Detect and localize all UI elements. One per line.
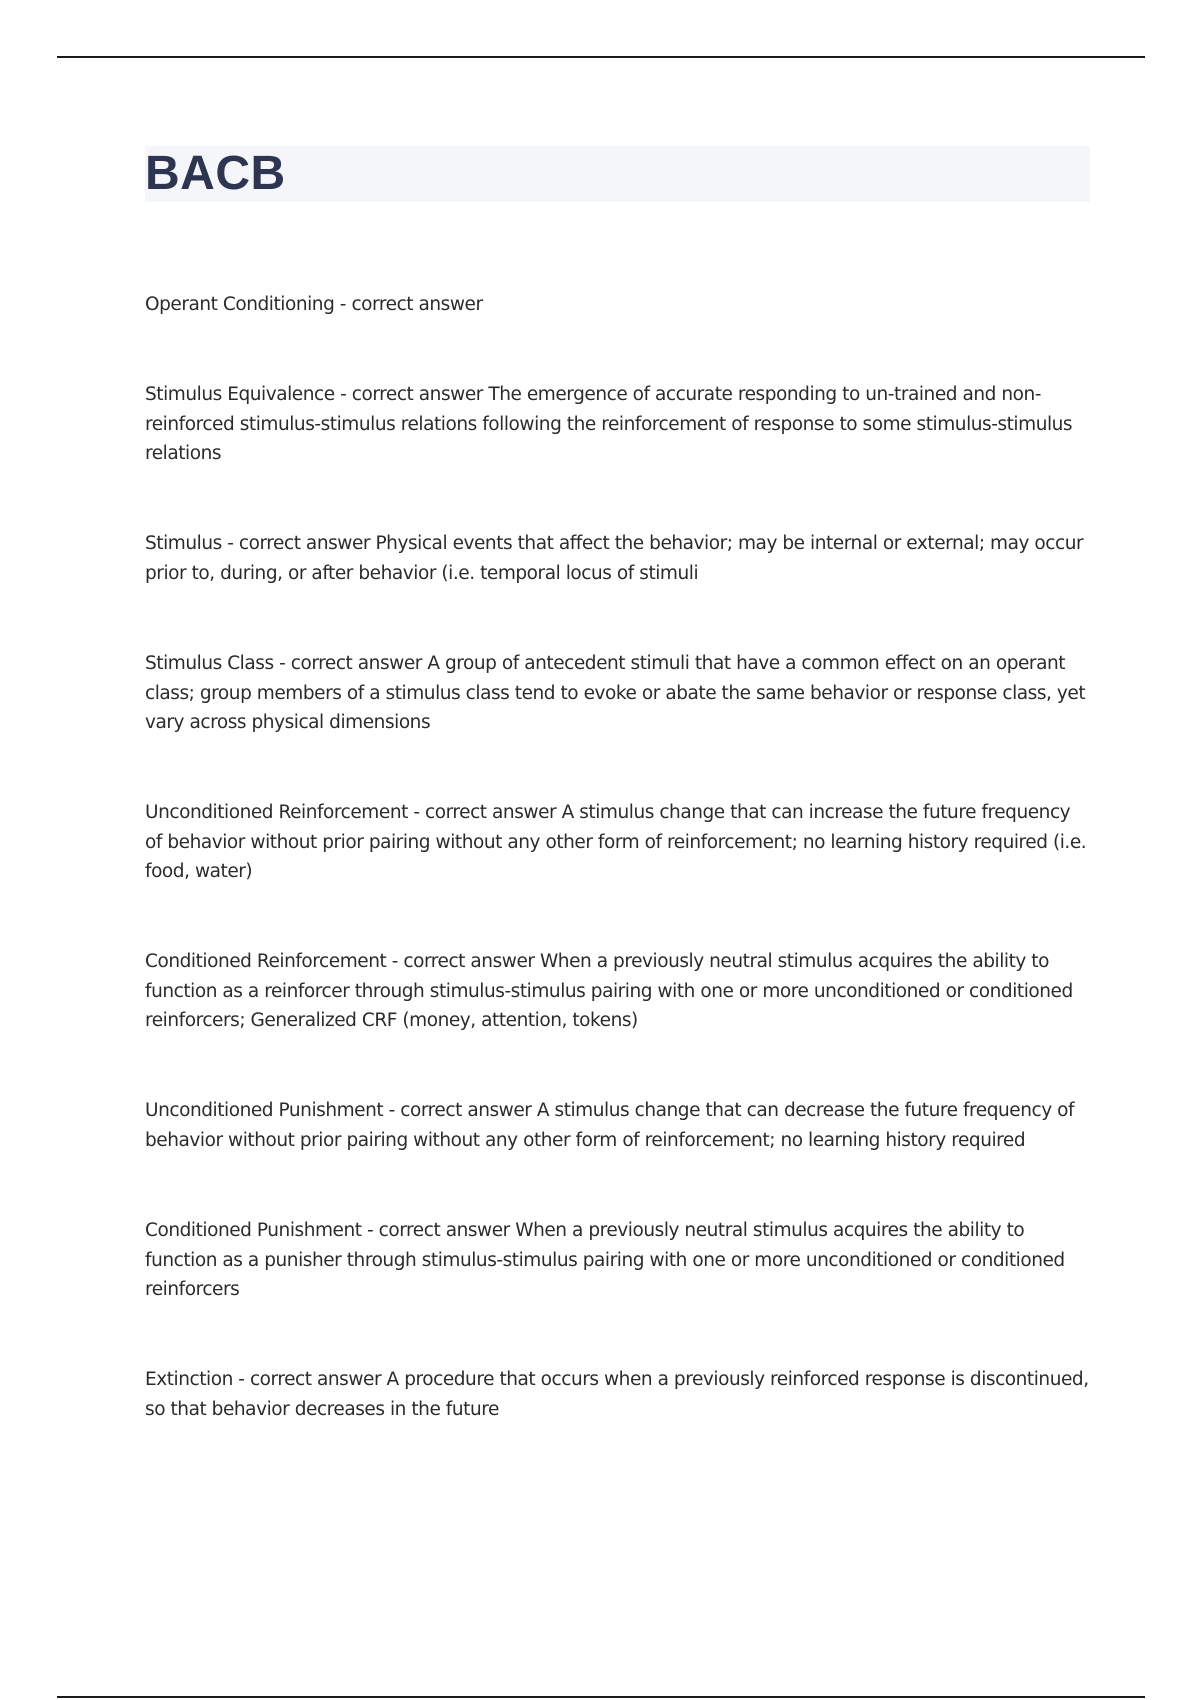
bottom-rule (57, 1696, 1145, 1698)
entry-operant-conditioning: Operant Conditioning - correct answer (145, 294, 483, 315)
entry-stimulus-class: Stimulus Class - correct answer A group of antecedent stimuli that have a common effect on an operant class; group members of a stimulus class tend to evoke or abate the same behavior or response class, yet vary across physical dimensions (145, 653, 1086, 733)
document-title: BACB (145, 147, 286, 200)
entry-unconditioned-punishment: Unconditioned Punishment - correct answer A stimulus change that can decrease the future frequency of behavior without prior pairing without any other form of reinforcement; no learning history required (145, 1100, 1075, 1151)
entry-stimulus-equivalence: Stimulus Equivalence - correct answer The emergence of accurate responding to un-trained and non-reinforced stimulus-stimulus relations following the reinforcement of response to some stimulus-stimulus relations (145, 384, 1073, 464)
entry-extinction: Extinction - correct answer A procedure that occurs when a previously reinforced response is discontinued, so that behavior decreases in the future (145, 1369, 1089, 1420)
entry-conditioned-reinforcement: Conditioned Reinforcement - correct answer When a previously neutral stimulus acquires the ability to function as a reinforcer through stimulus-stimulus pairing with one or more unconditioned or conditioned reinforcers; Generalized CRF (money, attention, tokens) (145, 951, 1073, 1031)
entry-conditioned-punishment: Conditioned Punishment - correct answer When a previously neutral stimulus acquires the ability to function as a punisher through stimulus-stimulus pairing with one or more unconditioned or conditioned reinforcers (145, 1220, 1065, 1300)
title-band (145, 146, 1090, 202)
entry-stimulus: Stimulus - correct answer Physical events that affect the behavior; may be internal or external; may occur prior to, during, or after behavior (i.e. temporal locus of stimuli (145, 533, 1084, 584)
entry-unconditioned-reinforcement: Unconditioned Reinforcement - correct answer A stimulus change that can increase the future frequency of behavior without prior pairing without any other form of reinforcement; no learning history required (i.e. food, water) (145, 802, 1087, 882)
top-rule (57, 56, 1145, 58)
